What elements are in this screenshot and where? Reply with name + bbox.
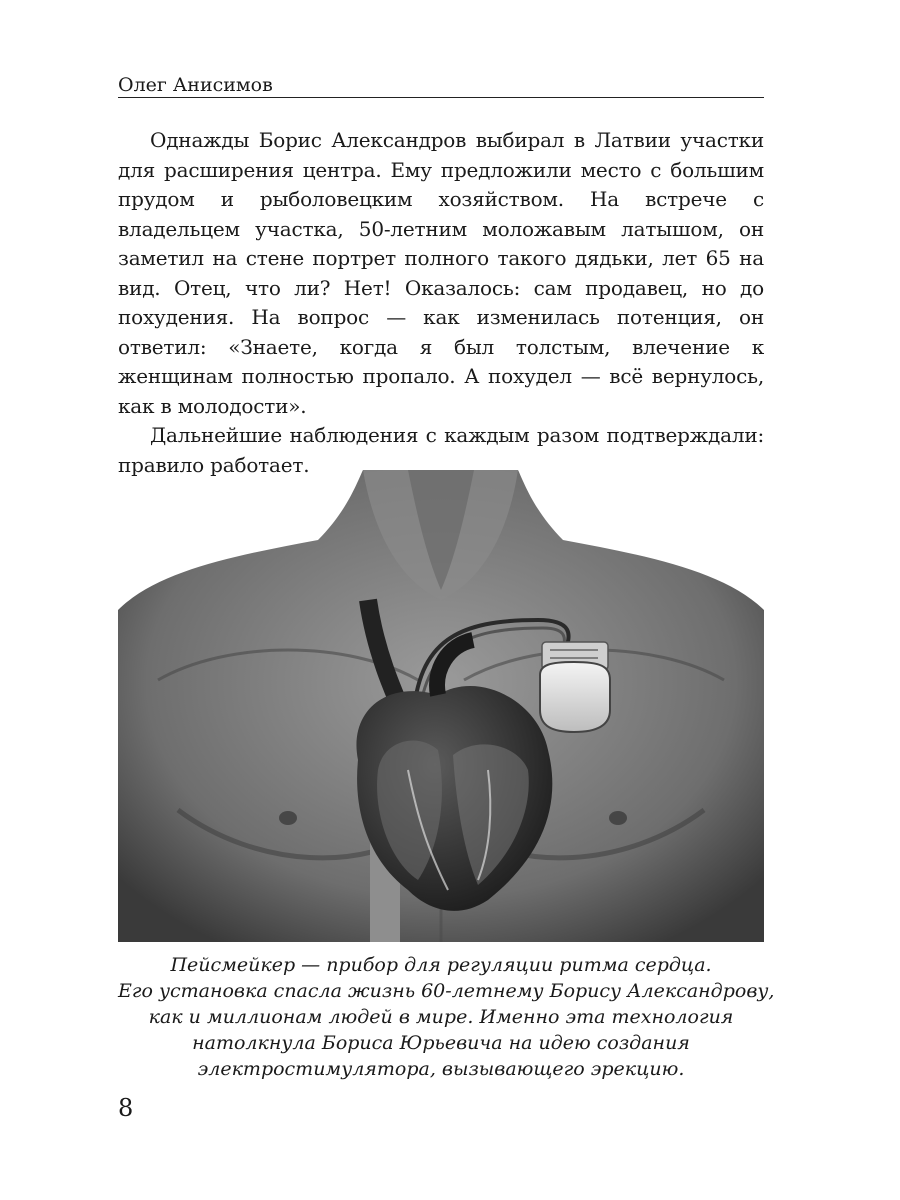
pacemaker-device [540,642,610,732]
caption-line: электростимулятора, вызывающего эрекцию. [197,1058,685,1080]
paragraph: Однажды Борис Александров выбирал в Латвии участки для расширения центра. Ему предложили место с большим прудом и рыболовецким хозяйством. На встрече с владельцем участка, 50-летним моложавым латышом, он заметил на стене портрет полного такого дядьки, лет 65 на вид. Отец, что ли? Нет! Оказалось: сам продавец, но до похудения. На вопрос — как изменилась потенция, он ответил: «Знаете, когда я был толстым, влечение к женщинам полностью пропало. А похудел — всё вернулось, как в молодости». [118,128,764,418]
caption-line: Пейсмейкер — прибор для регуляции ритма сердца. [170,954,712,976]
pacemaker-illustration [118,470,764,942]
body-text [118,126,764,480]
figure-caption [118,952,775,1082]
page-number: 8 [118,1094,134,1122]
header-rule [118,97,764,98]
running-head-author: Олег Анисимов [118,74,273,96]
caption-line: как и миллионам людей в мире. Именно эта технология [148,1006,734,1028]
caption-line: Его установка спасла жизнь 60-летнему Борису Александрову, [118,980,775,1002]
paragraph: Дальнейшие наблюдения с каждым разом подтверждали: правило работает. [118,423,764,477]
caption-line: натолкнула Бориса Юрьевича на идею создания [192,1032,690,1054]
